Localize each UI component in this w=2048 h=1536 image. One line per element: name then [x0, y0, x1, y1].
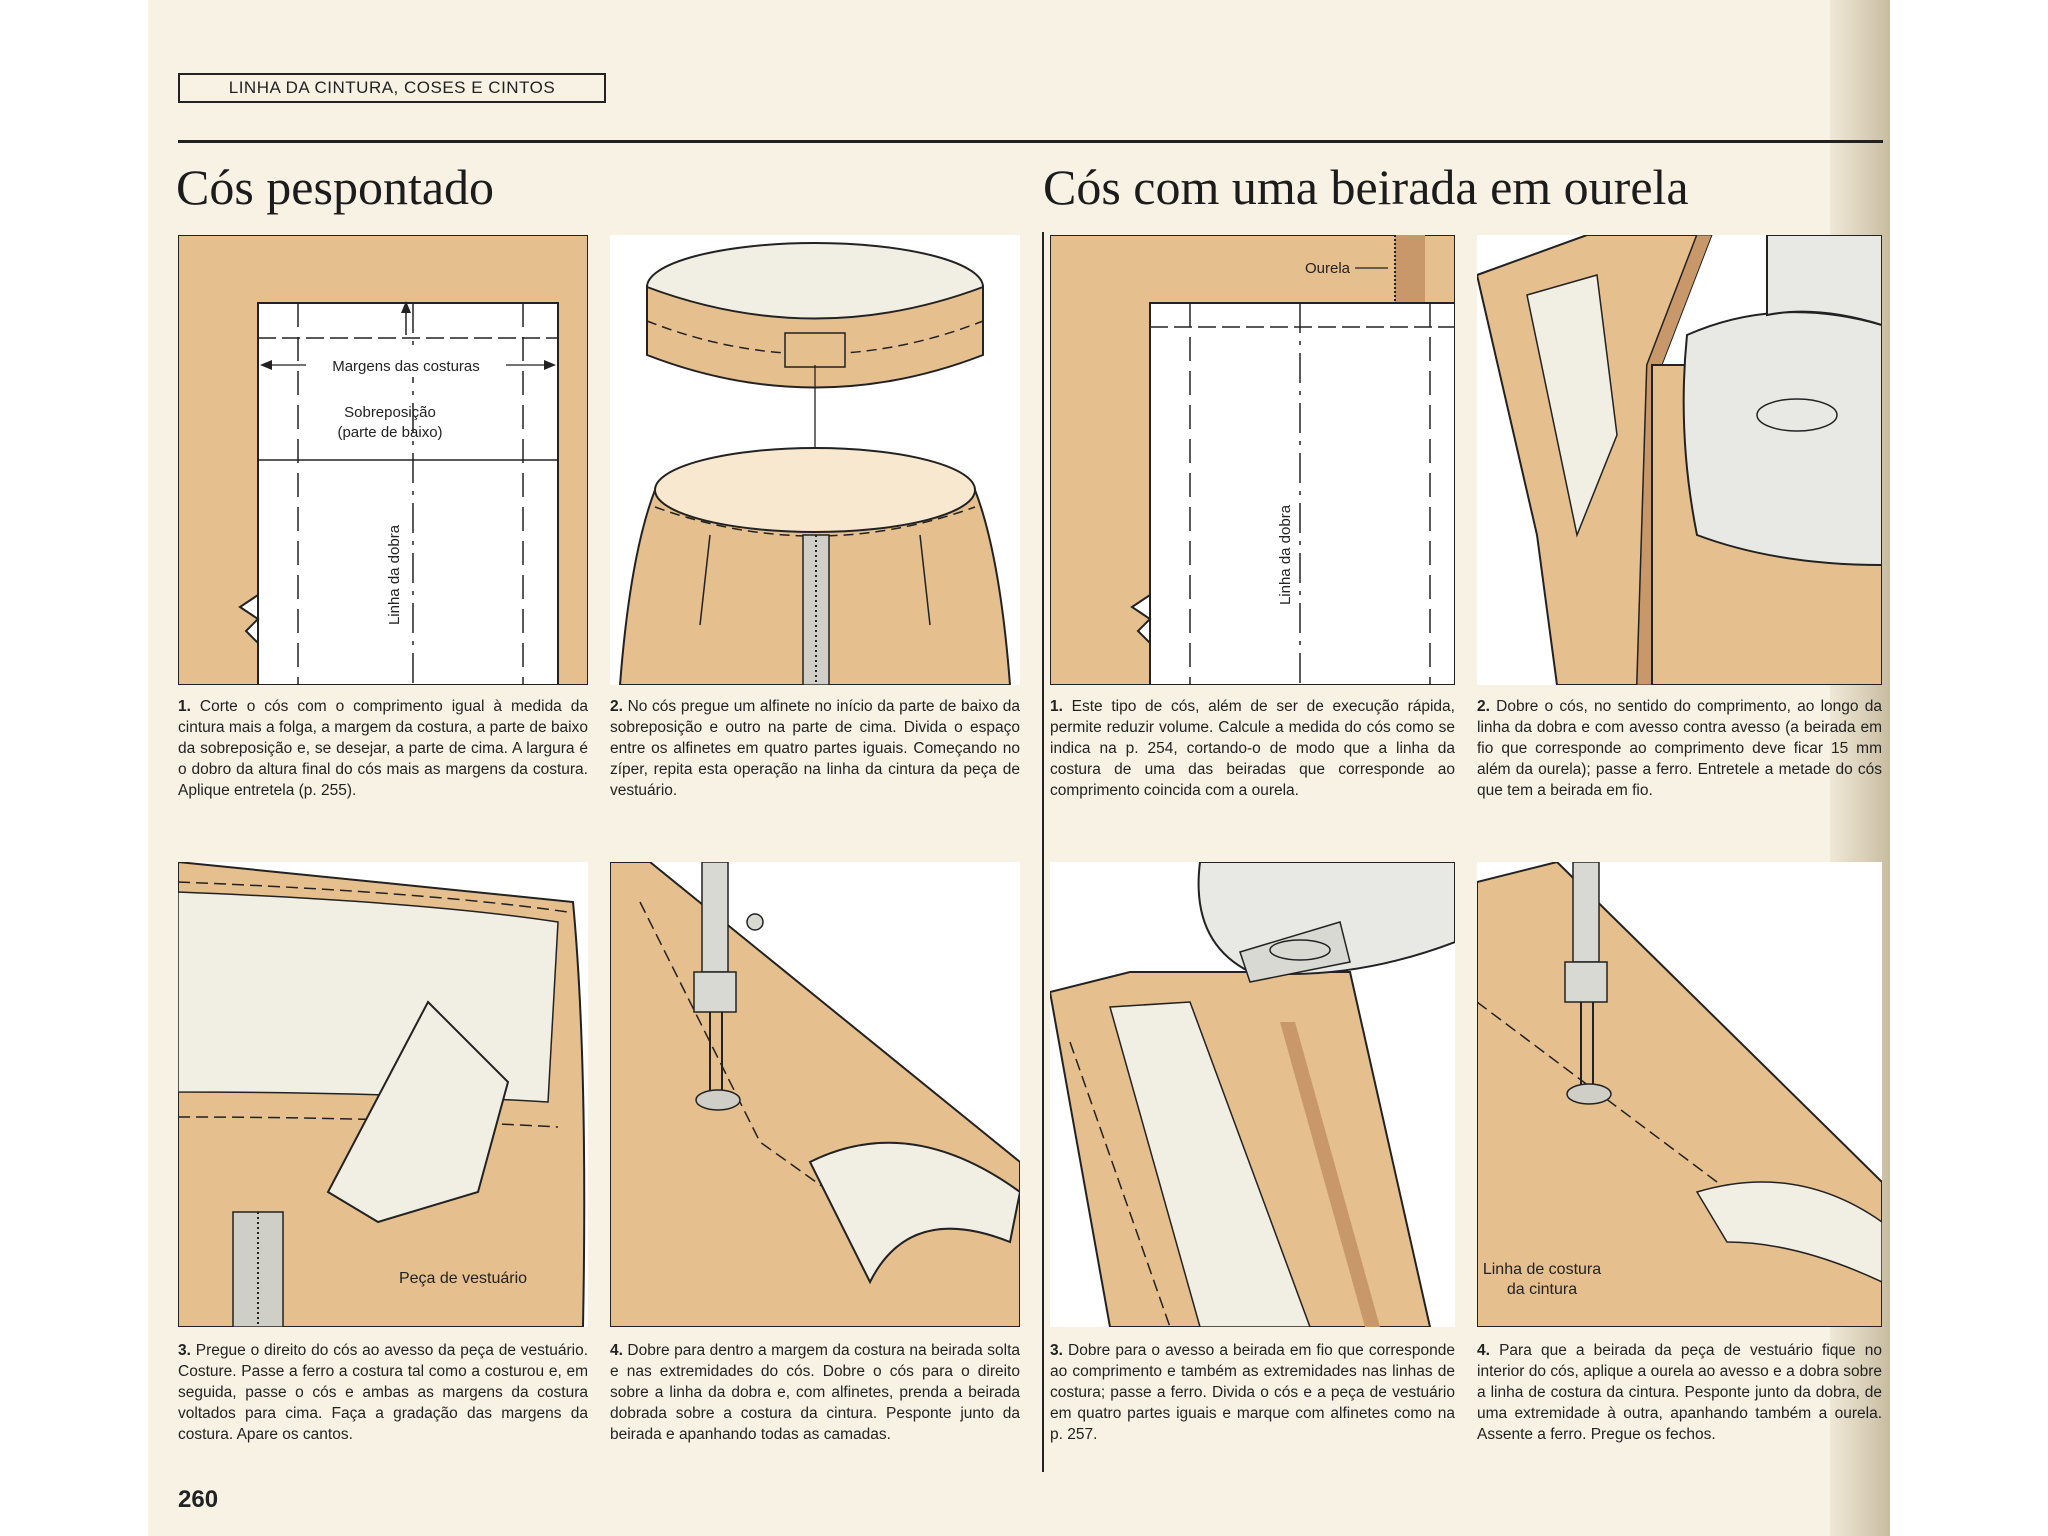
illustration-l1: [178, 235, 588, 685]
caption-r4: [1477, 1340, 1882, 1445]
caption-l4-number: 4.: [610, 1342, 623, 1359]
label-sobreposicao-2: (parte de baixo): [337, 424, 443, 441]
caption-l4-text: Dobre para dentro a margem da costura na beirada solta e nas extremidades do cós. Dobre o cós para o direito sobre a linha da dobra e, com alfinetes, prenda a beirada dobrada sobre a costura da cintura. Pesponte junto da beirada e apanhando todas as camadas.: [610, 1342, 1020, 1443]
title-left: Cós pespontado: [176, 159, 495, 215]
section-header-text: LINHA DA CINTURA, COSES E CINTOS: [228, 78, 556, 97]
label-margens: Margens das costuras: [332, 358, 480, 375]
caption-l2: [610, 696, 1020, 801]
title-right: Cós com uma beirada em ourela: [1043, 159, 1689, 215]
caption-l4: [610, 1340, 1020, 1445]
illustration-r2: [1477, 235, 1882, 685]
label-linha-dobra-r1: Linha da dobra: [1277, 504, 1294, 606]
caption-r4-number: 4.: [1477, 1342, 1490, 1359]
caption-r1-number: 1.: [1050, 698, 1063, 715]
caption-l3-number: 3.: [178, 1342, 191, 1359]
caption-r3-text: Dobre para o avesso a beirada em fio que corresponde ao comprimento e também as extremidades nas linhas de costura; passe a ferro. Divida o cós e a peça de vestuário em quatro partes iguais e marque com alfinetes como na p. 257.: [1050, 1342, 1455, 1443]
caption-r2: [1477, 696, 1882, 801]
section-header: [178, 73, 606, 103]
caption-r4-text: Para que a beirada da peça de vestuário fique no interior do cós, aplique a ourela ao avesso e a dobra sobre a linha de costura da cintura. Pesponte junto da dobra, de uma extremidade à outra, apanhando também a ourela. Assente a ferro. Pregue os fechos.: [1477, 1342, 1882, 1443]
caption-l1: [178, 696, 588, 801]
caption-r1: [1050, 696, 1455, 801]
caption-r1-text: Este tipo de cós, além de ser de execução rápida, permite reduzir volume. Calcule a medida do cós como se indica na p. 254, cortando-o de modo que a linha da costura de uma das beiradas que corresponde ao comprimento coincida com a ourela.: [1050, 698, 1455, 799]
illustration-r3: [1050, 862, 1455, 1327]
illustration-l4: [610, 862, 1020, 1327]
illustration-l3: [178, 862, 588, 1327]
caption-r2-number: 2.: [1477, 698, 1490, 715]
label-peca: Peça de vestuário: [398, 1270, 528, 1287]
caption-r3: [1050, 1340, 1455, 1445]
label-linha-costura-2: da cintura: [1506, 1281, 1578, 1298]
illustration-r4: [1477, 862, 1882, 1327]
illustration-r1: [1050, 235, 1455, 685]
label-sobreposicao-1: Sobreposição: [344, 404, 436, 421]
label-ourela: Ourela: [1304, 260, 1350, 277]
column-divider: [1042, 232, 1044, 1472]
caption-l2-number: 2.: [610, 698, 623, 715]
caption-l1-text: Corte o cós com o comprimento igual à medida da cintura mais a folga, a margem da costura, a parte de baixo da sobreposição e, se desejar, a parte de cima. A largura é o dobro da altura final do cós mais as margens da costura. Aplique entretela (p. 255).: [178, 698, 588, 799]
page-number: 260: [178, 1486, 219, 1513]
caption-r2-text: Dobre o cós, no sentido do comprimento, ao longo da linha da dobra e com avesso contra avesso (a beirada em fio que corresponde ao comprimento deve ficar 15 mm além da ourela); passe a ferro. Entretele a metade do cós que tem a beirada em fio.: [1477, 698, 1882, 799]
illustration-l2: [610, 235, 1020, 685]
label-linha-dobra-l1: Linha da dobra: [386, 524, 403, 626]
book-page: [148, 0, 1890, 1536]
caption-r3-number: 3.: [1050, 1342, 1063, 1359]
label-linha-costura-1: Linha de costura: [1482, 1261, 1602, 1278]
caption-l2-text: No cós pregue um alfinete no início da parte de baixo da sobreposição e outro na parte de cima. Divida o espaço entre os alfinetes em quatro partes iguais. Começando no zíper, repita esta operação na linha da cintura da peça de vestuário.: [610, 698, 1020, 799]
caption-l3-text: Pregue o direito do cós ao avesso da peça de vestuário. Costure. Passe a ferro a costura tal como a costurou e, em seguida, passe o cós e ambas as margens da costura voltados para cima. Faça a gradação das margens da costura. Apare os cantos.: [178, 1342, 588, 1443]
caption-l1-number: 1.: [178, 698, 191, 715]
caption-l3: [178, 1340, 588, 1445]
header-rule: [178, 140, 1883, 143]
